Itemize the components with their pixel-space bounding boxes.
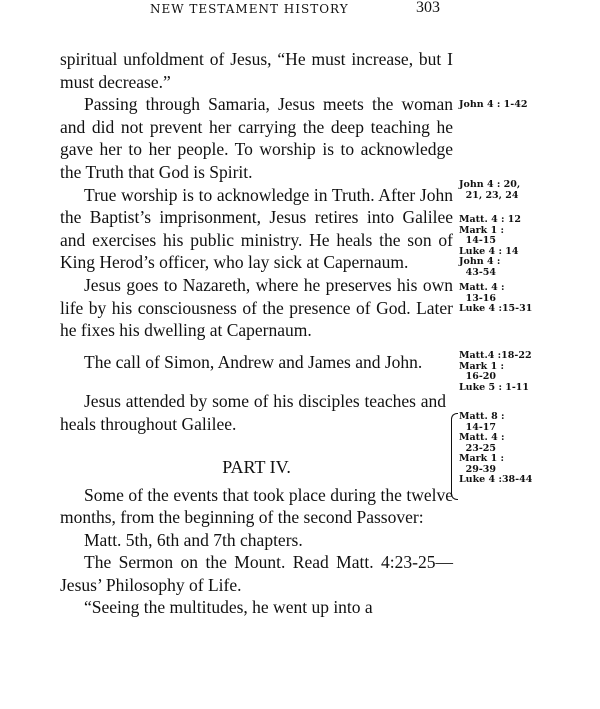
paragraph: spiritual unfoldment of Jesus, “He must increase, but I must decrease.” [60, 49, 453, 92]
brace-bracket [451, 413, 458, 500]
margin-note: John 4 : 20, 21, 23, 24 [459, 179, 521, 201]
part-heading: PART IV. [222, 456, 291, 477]
paragraph: True worship is to acknowledge in Truth. After John the Baptist’s imprisonment, Jesus retires into Galilee and exercises his public ministry. He heals the son of King Herod’s officer, who lay sick at Capernaum. [60, 184, 453, 273]
paragraph: Jesus attended by some of his disciples teaches and heals throughout Galilee. [60, 391, 446, 434]
paragraph: The call of Simon, Andrew and James and John. [84, 351, 423, 372]
running-title: NEW TESTAMENT HISTORY [150, 2, 349, 16]
margin-note: Matt. 4 : 13-16 Luke 4 :15-31 [459, 282, 533, 314]
paragraph: Some of the events that took place during the twelve months, from the beginning of the second Passover: [60, 484, 453, 528]
margin-note: John 4 : 1-42 [459, 99, 528, 110]
margin-note: Matt. 8 : 14-17 Matt. 4 : 23-25 Mark 1 : 29-39 Luke 4 :38-44 [459, 411, 533, 485]
paragraph: Jesus goes to Nazareth, where he preserves his own life by his consciousness of the presence of God. Later he fixes his dwelling at Capernaum. [60, 274, 453, 341]
paragraph: The Sermon on the Mount. Read Matt. 4:23-25—Jesus’ Philosophy of Life. [60, 552, 453, 595]
margin-note: Matt.4 :18-22 Mark 1 : 16-20 Luke 5 : 1-11 [459, 350, 532, 393]
paragraph: “Seeing the multitudes, he went up into a [84, 597, 373, 618]
paragraph: Matt. 5th, 6th and 7th chapters. [84, 529, 303, 550]
paragraph: Passing through Samaria, Jesus meets the woman and did not prevent her carrying the deep teaching he gave her to her people. To worship is to acknowledge the Truth that God is Spirit. [60, 94, 453, 182]
margin-note: Matt. 4 : 12 Mark 1 : 14-15 Luke 4 : 14 John 4 : 43-54 [459, 214, 522, 278]
page-number: 303 [416, 0, 440, 16]
